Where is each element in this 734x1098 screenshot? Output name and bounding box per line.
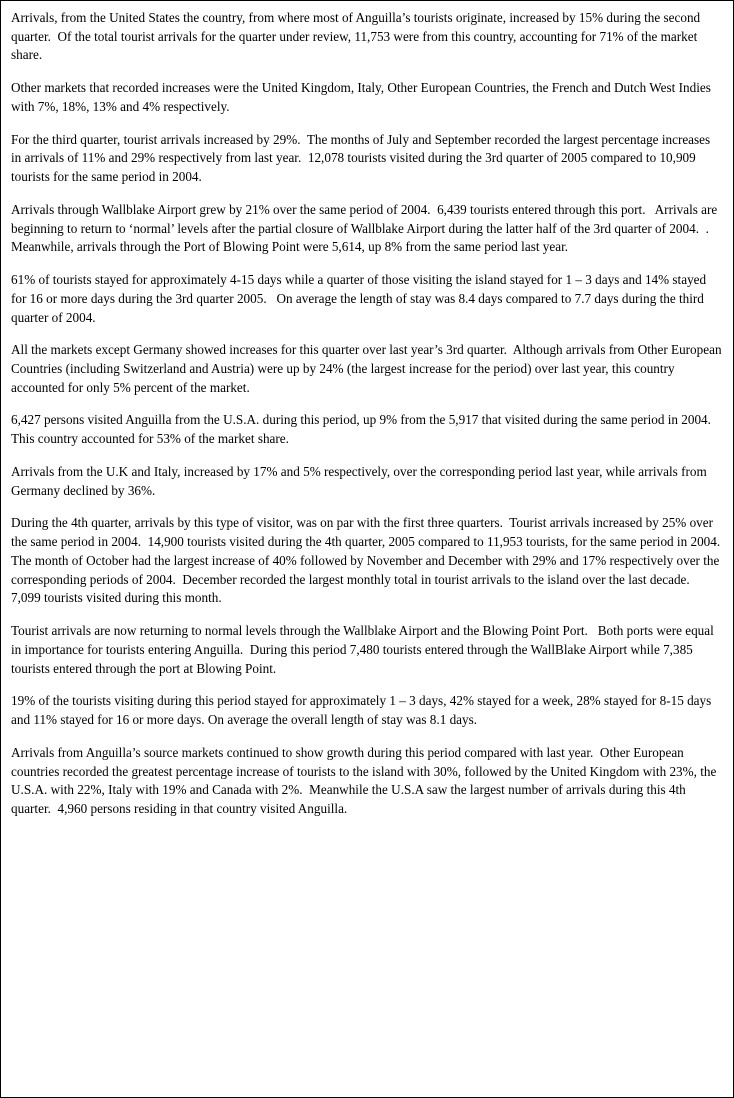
- paragraph: Tourist arrivals are now returning to normal levels through the Wallblake Airport and the Blowing Point Port. Both ports were equal in importance for tourists entering Anguilla. During this period 7,480 tourists entered through the WallBlake Airport while 7,385 tourists entered through the port at Blowing Point.: [11, 623, 718, 676]
- paragraph: 61% of tourists stayed for approximately 4-15 days while a quarter of those visiting the island stayed for 1 – 3 days and 14% stayed for 16 or more days during the 3rd quarter 2005. On average the length of stay was 8.4 days compared to 7.7 days during the third quarter of 2004.: [11, 272, 710, 325]
- paragraph: Arrivals from Anguilla’s source markets continued to show growth during this period compared with last year. Other European countries recorded the greatest percentage increase of tourists to the island with 30%, followed by the United Kingdom with 23%, the U.S.A. with 22%, Italy with 19% and Canada with 2%. Meanwhile the U.S.A saw the largest number of arrivals during this 4th quarter. 4,960 persons residing in that country visited Anguilla.: [11, 744, 720, 816]
- paragraph: Arrivals from the U.K and Italy, increased by 17% and 5% respectively, over the corresponding period last year, while arrivals from Germany declined by 36%.: [11, 463, 711, 498]
- paragraph: Arrivals, from the United States the country, from where most of Anguilla’s tourists originate, increased by 15% during the second quarter. Of the total tourist arrivals for the quarter under review, 11,753 were from this country, accounting for 71% of the market share.: [11, 10, 704, 63]
- paragraph: 19% of the tourists visiting during this period stayed for approximately 1 – 3 days, 42% stayed for a week, 28% stayed for 8-15 days and 11% stayed for 16 or more days. On average the overall length of stay was 8.1 days.: [11, 693, 715, 728]
- paragraph: For the third quarter, tourist arrivals increased by 29%. The months of July and September recorded the largest percentage increases in arrivals of 11% and 29% respectively from last year. 12,078 tourists visited during the 3rd quarter of 2005 compared to 10,909 tourists for the same period in 2004.: [11, 131, 714, 185]
- paragraph: All the markets except Germany showed increases for this quarter over last year’s 3rd quarter. Although arrivals from Other European Countries (including Switzerland and Austria) were up by 24% (the largest increase for the period) over last year, this country accounted for only 5% percent of the market.: [11, 342, 725, 395]
- paragraph: Arrivals through Wallblake Airport grew by 21% over the same period of 2004. 6,439 tourists entered through this port. Arrivals are beginning to return to ‘normal’ levels after the partial closure of Wallblake Airport during the latter half of the 3rd quarter of 2004. . Meanwhile, arrivals through the Port of Blowing Point were 5,614, up 8% from the same period last year.: [11, 201, 721, 255]
- paragraph: During the 4th quarter, arrivals by this type of visitor, was on par with the first three quarters. Tourist arrivals increased by 25% over the same period in 2004. 14,900 tourists visited during the 4th quarter, 2005 compared to 11,953 tourists, for the same period in 2004. The month of October had the largest increase of 40% followed by November and December with 29% and 17% respectively over the corresponding periods of 2004. December recorded the largest monthly total in tourist arrivals to the island over the last decade. 7,099 tourists visited during this month.: [11, 515, 724, 606]
- paragraph: Other markets that recorded increases were the United Kingdom, Italy, Other European Countries, the French and Dutch West Indies with 7%, 18%, 13% and 4% respectively.: [11, 80, 715, 114]
- paragraph: 6,427 persons visited Anguilla from the U.S.A. during this period, up 9% from the 5,917 that visited during the same period in 2004. This country accounted for 53% of the market share.: [11, 412, 718, 447]
- document-body: [1, 1, 733, 819]
